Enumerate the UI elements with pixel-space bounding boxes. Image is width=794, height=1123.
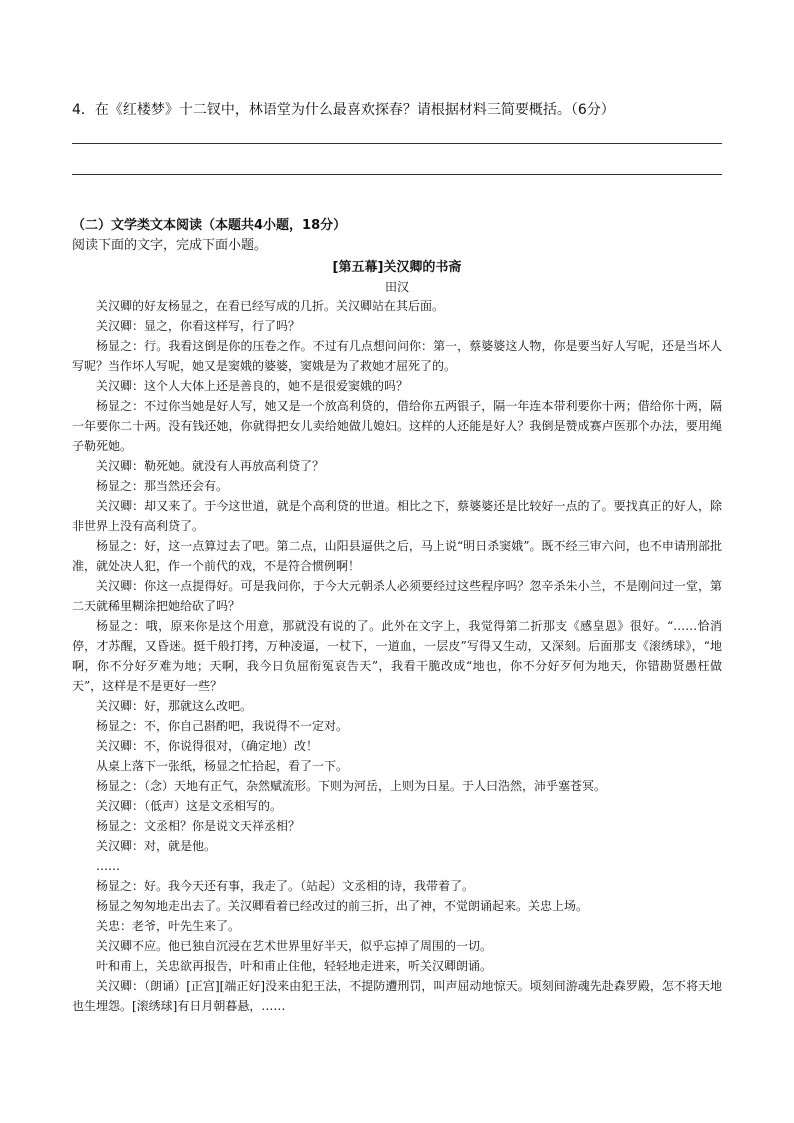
passage-paragraph: 杨显之：行。我看这倒是你的压卷之作。不过有几点想问问你：第一，蔡婆婆这人物，你是要当好人写呢，还是当坏人写呢？当作坏人写呢，她又是窦娥的婆婆，窦娥是为了救她才屈死了的。	[72, 339, 722, 373]
passage-paragraph: 杨显之：好，这一点算过去了吧。第二点，山阳县逼供之后，马上说“明日杀窦娥”。既不经三审六问，也不申请刑部批准，就处决人犯，作一个前代的戏，不是符合惯例啊！	[72, 539, 722, 573]
passage-paragraph: 关汉卿：对，就是他。	[96, 839, 217, 853]
passage-paragraph: 杨显之：那当然还会有。	[96, 479, 229, 493]
answer-line[interactable]	[72, 143, 722, 144]
passage-paragraph: 杨显之：（念）天地有正气，杂然赋流形。下则为河岳，上则为日星。于人曰浩然，沛乎塞苍冥。	[96, 779, 607, 793]
passage-paragraph: 关汉卿的好友杨显之，在看已经写成的几折。关汉卿站在其后面。	[96, 299, 445, 313]
stage-direction: 杨显之匆匆地走出去了。关汉卿看着已经改过的前三折，出了神，不觉朗诵起来。关忠上场。	[96, 899, 589, 913]
stage-direction: 关汉卿不应。他已独自沉浸在艺术世界里好半天，似乎忘掉了周围的一切。	[96, 939, 493, 953]
question-4: 4．在《红楼梦》十二钗中，林语堂为什么最喜欢探春？请根据材料三简要概括。（6分）	[72, 102, 615, 118]
passage-paragraph: 关汉卿：好，那就这么改吧。	[96, 699, 253, 713]
answer-line[interactable]	[72, 174, 722, 175]
passage-body	[72, 296, 722, 1016]
passage-paragraph: 杨显之：好。我今天还有事，我走了。（站起）文丞相的诗，我带着了。	[96, 879, 475, 893]
stage-direction: 从桌上落下一张纸，杨显之忙拾起，看了一下。	[96, 759, 349, 773]
passage-paragraph: 杨显之：哦，原来你是这个用意，那就没有说的了。此外在文字上，我觉得第二折那支《感皇恩》很好。“……恰消停，才苏醒，又昏迷。挺千般打拷，万种凌逼，一杖下，一道血，一层皮”写得又生动，又深刻。后面那支《滚绣球》，“地啊，你不分好歹难为地；天啊，我今日负屈衔冤哀告天”，我看干脆改成“地也，你不分好歹何为地天，你错勘贤愚枉做天”，这样是不是更好一些？	[72, 619, 722, 693]
ellipsis-line: ……	[96, 859, 120, 873]
passage-paragraph: 关汉卿：（低声）这是文丞相写的。	[96, 799, 283, 813]
work-author: 田汉	[384, 280, 409, 294]
passage-paragraph: 杨显之：不过你当她是好人写，她又是一个放高利贷的，借给你五两银子，隔一年连本带利要你十两；借给你十两，隔一年要你二十两。没有钱还她，你就得把女儿卖给她做儿媳妇。这样的人还能是好人？我倒是赞成赛卢医那个办法，要用绳子勒死她。	[72, 399, 722, 453]
passage-paragraph: 关汉卿：（朗诵）[正宫][端正好]没来由犯王法，不提防遭刑罚，叫声屈动地惊天。顷刻间游魂先赴森罗殿，怎不将天地也生埋怨。[滚绣球]有日月朝暮悬，……	[72, 979, 722, 1013]
passage-paragraph: 杨显之：不，你自己斟酌吧，我说得不一定对。	[96, 719, 349, 733]
work-title: [第五幕]关汉卿的书斋	[332, 260, 462, 275]
passage-paragraph: 关汉卿：不，你说得很对，（确定地）改！	[96, 739, 319, 753]
passage-paragraph: 关汉卿：却又来了。于今这世道，就是个高利贷的世道。相比之下，蔡婆婆还是比较好一点的了。要找真正的好人，除非世界上没有高利贷了。	[72, 499, 722, 533]
passage-paragraph: 关忠：老爷，叶先生来了。	[96, 919, 241, 933]
passage-paragraph: 关汉卿：你这一点提得好。可是我问你，于今大元朝杀人必须要经过这些程序吗？忽辛杀朱小兰，不是刚问过一堂，第二天就稀里糊涂把她给砍了吗？	[72, 579, 722, 613]
passage-paragraph: 关汉卿：勒死她。就没有人再放高利贷了？	[96, 459, 325, 473]
reading-instruction: 阅读下面的文字，完成下面小题。	[72, 238, 268, 253]
passage-paragraph: 关汉卿：这个人大体上还是善良的，她不是很爱窦娥的吗？	[96, 379, 409, 393]
passage-paragraph: 关汉卿：显之，你看这样写，行了吗？	[96, 319, 301, 333]
passage-paragraph: 杨显之：文丞相？你是说文天祥丞相？	[96, 819, 301, 833]
stage-direction: 叶和甫上，关忠欲再报告，叶和甫止住他，轻轻地走进来，听关汉卿朗诵。	[96, 959, 493, 973]
section-title: （二）文学类文本阅读（本题共4小题，18分）	[72, 218, 347, 233]
